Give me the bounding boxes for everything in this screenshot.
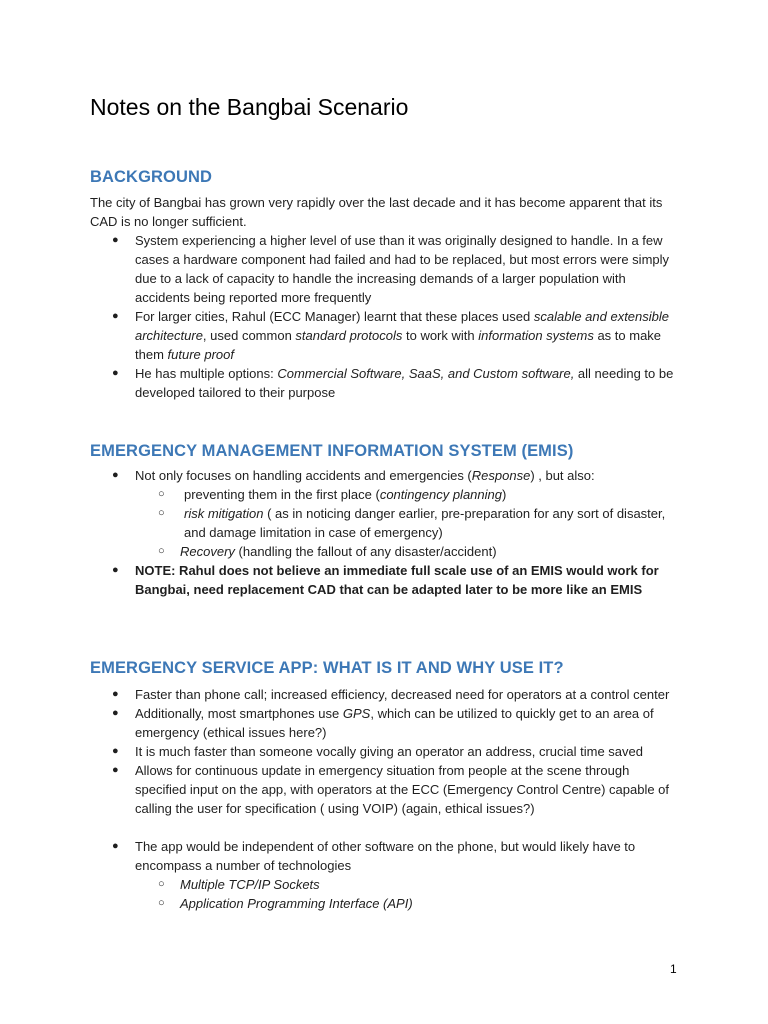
text-run: (handling the fallout of any disaster/accident) [234, 544, 497, 559]
emphasis: Application Programming Interface (API) [180, 896, 413, 911]
page-number: 1 [670, 962, 677, 976]
emphasis: risk mitigation [184, 506, 264, 521]
emis-heading: EMERGENCY MANAGEMENT INFORMATION SYSTEM (EMIS) [90, 442, 574, 460]
list-item [90, 742, 680, 761]
text-run: Additionally, most smartphones use [135, 706, 343, 721]
text-run: ( as in noticing danger earlier, pre-preparation for any sort of disaster, and damage limitation in case of emergency) [184, 506, 666, 540]
list-item [90, 761, 680, 818]
bullet-circle: ○ [158, 897, 165, 909]
sublist-item [90, 894, 680, 913]
bullet-dot: ● [112, 234, 119, 246]
text-run: , which can be utilized to quickly get to an area of emergency (ethical issues here?) [135, 706, 654, 740]
bullet-dot: ● [112, 745, 119, 757]
emphasis: contingency planning [379, 487, 502, 502]
app-sublist [135, 875, 680, 913]
bullet-dot: ● [112, 310, 119, 322]
sublist-item [90, 542, 680, 561]
list-item-text: It is much faster than someone vocally giving an operator an address, crucial time saved [135, 744, 643, 759]
text-run: , used common [202, 328, 296, 343]
list-item-text: System experiencing a higher level of use than it was originally designed to handle. In a few cases a hardware component had failed and had to be replaced, but most errors were simply due to a lack of capacity to handle the increasing demands of a larger population with accidents being reported more frequently [135, 233, 670, 305]
app-heading: EMERGENCY SERVICE APP: WHAT IS IT AND WHY USE IT? [90, 659, 564, 677]
page-title: Notes on the Bangbai Scenario [90, 94, 409, 120]
list-item-text: Allows for continuous update in emergency situation from people at the scene through specified input on the app, with operators at the ECC (Emergency Control Centre) capable of calling the user for specification ( using VOIP) (again, ethical issues?) [135, 763, 670, 816]
list-item-text: The app would be independent of other software on the phone, but would likely have to encompass a number of technologies [135, 839, 636, 873]
text-run: ) , but also: [530, 468, 595, 483]
bullet-dot: ● [112, 469, 119, 481]
text-run: For larger cities, Rahul (ECC Manager) learnt that these places used [135, 309, 534, 324]
list-item [90, 685, 680, 704]
bullet-circle: ○ [158, 507, 165, 519]
bullet-dot: ● [112, 688, 119, 700]
emis-list [90, 466, 680, 599]
background-list [90, 231, 680, 402]
text-run: He has multiple options: [135, 366, 278, 381]
app-section [90, 685, 680, 913]
app-list [90, 685, 680, 818]
text-run: all needing to be developed tailored to their purpose [135, 366, 674, 400]
emphasis: information systems [478, 328, 594, 343]
emphasis: Multiple TCP/IP Sockets [180, 877, 320, 892]
background-heading: BACKGROUND [90, 168, 212, 186]
list-item-text: Faster than phone call; increased efficiency, decreased need for operators at a control center [135, 687, 670, 702]
text-run: ) [501, 487, 507, 502]
text-run: to work with [402, 328, 479, 343]
emphasis: GPS [342, 706, 371, 721]
emphasis: Recovery [180, 544, 235, 559]
bullet-circle: ○ [158, 545, 165, 557]
bullet-circle: ○ [158, 878, 165, 890]
list-item [90, 231, 680, 307]
list-item [90, 704, 680, 742]
emphasis: future proof [167, 347, 235, 362]
sublist-item [90, 485, 680, 504]
text-run: Not only focuses on handling accidents and emergencies ( [135, 468, 472, 483]
emphasis: Commercial Software, SaaS, and Custom software, [277, 366, 575, 381]
bullet-dot: ● [112, 764, 119, 776]
text-run: preventing them in the first place ( [184, 487, 380, 502]
background-section [90, 193, 680, 402]
background-intro: The city of Bangbai has grown very rapidly over the last decade and it has become apparent that its CAD is no longer sufficient. [90, 195, 663, 229]
emphasis: Response [471, 468, 531, 483]
list-item [90, 307, 680, 364]
list-item [90, 561, 680, 599]
app-list-continued [90, 837, 680, 913]
bullet-dot: ● [112, 840, 119, 852]
bullet-dot: ● [112, 707, 119, 719]
emphasis: scalable and extensible architecture [135, 309, 670, 343]
bullet-dot: ● [112, 564, 119, 576]
list-item [90, 466, 680, 561]
list-item [90, 364, 680, 402]
emphasis: standard protocols [295, 328, 403, 343]
emis-section [90, 466, 680, 599]
emis-sublist [135, 485, 680, 561]
sublist-item [90, 875, 680, 894]
text-run: as to make them [135, 328, 662, 362]
list-item [90, 837, 680, 913]
sublist-item [90, 504, 680, 542]
bullet-circle: ○ [158, 488, 165, 500]
note-text: NOTE: Rahul does not believe an immediate full scale use of an EMIS would work for Bangbai, need replacement CAD that can be adapted later to be more like an EMIS [135, 563, 659, 597]
bullet-dot: ● [112, 367, 119, 379]
spacer [90, 818, 680, 837]
